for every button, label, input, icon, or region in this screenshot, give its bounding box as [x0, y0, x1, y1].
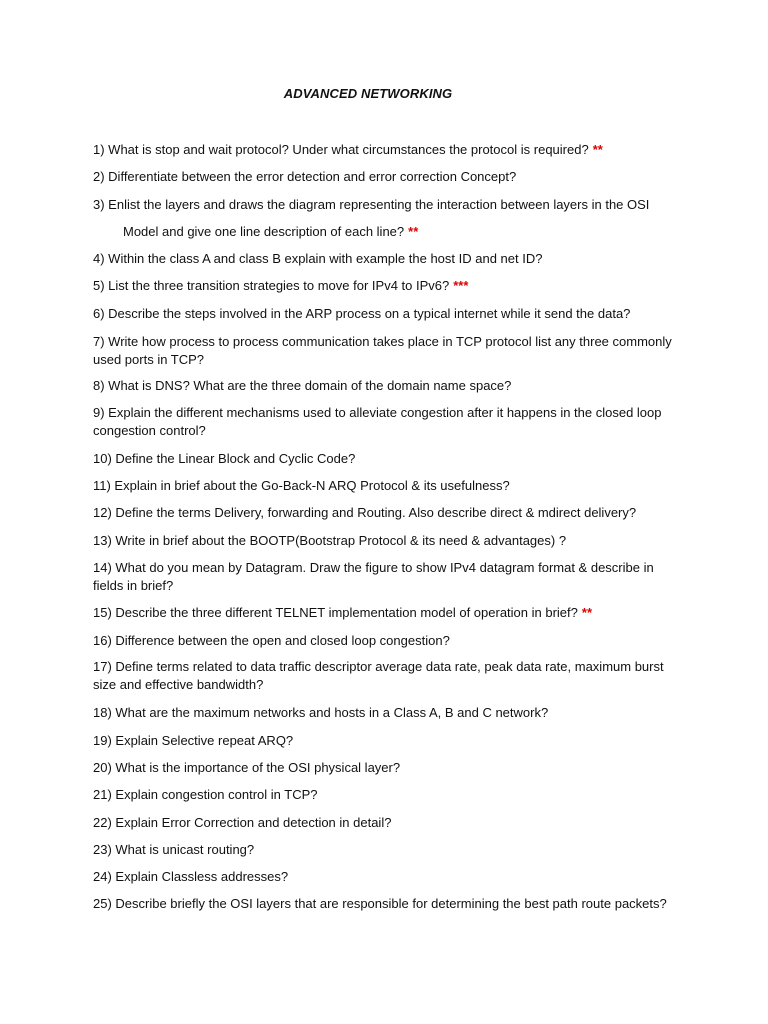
question-item — [93, 786, 683, 804]
question-text: 19) Explain Selective repeat ARQ? — [93, 733, 294, 748]
question-text: 12) Define the terms Delivery, forwarding and Routing. Also describe direct & mdirect delivery? — [93, 505, 637, 520]
question-item — [93, 759, 683, 777]
question-text: 9) Explain the different mechanisms used to alleviate congestion after it happens in the closed loop congestion control? — [93, 405, 662, 438]
question-text: 4) Within the class A and class B explain with example the host ID and net ID? — [93, 251, 543, 266]
question-text: 14) What do you mean by Datagram. Draw the figure to show IPv4 datagram format & describe in fields in brief? — [93, 560, 654, 593]
question-text: 21) Explain congestion control in TCP? — [93, 787, 318, 802]
question-item — [93, 333, 683, 369]
question-text: 22) Explain Error Correction and detection in detail? — [93, 815, 392, 830]
question-item — [93, 450, 683, 468]
question-text: 7) Write how process to process communication takes place in TCP protocol list any three commonly used ports in TCP? — [93, 334, 672, 367]
question-text: 23) What is unicast routing? — [93, 842, 255, 857]
question-item — [93, 814, 683, 832]
question-item — [93, 704, 683, 722]
question-text: 15) Describe the three different TELNET implementation model of operation in brief? — [93, 605, 578, 620]
question-item — [93, 404, 683, 440]
question-item — [93, 250, 683, 268]
question-text: 5) List the three transition strategies to move for IPv4 to IPv6? — [93, 278, 450, 293]
question-text: 16) Difference between the open and closed loop congestion? — [93, 633, 450, 648]
question-item — [93, 632, 683, 650]
question-item — [93, 732, 683, 750]
question-text: 18) What are the maximum networks and hosts in a Class A, B and C network? — [93, 705, 549, 720]
question-item-continuation — [123, 223, 683, 241]
question-item — [93, 559, 683, 595]
question-item — [93, 604, 683, 622]
question-item — [93, 141, 683, 159]
question-item — [93, 305, 683, 323]
priority-stars: ** — [592, 142, 603, 157]
question-text: 20) What is the importance of the OSI physical layer? — [93, 760, 401, 775]
priority-stars: ** — [581, 605, 593, 620]
question-item — [93, 168, 683, 186]
question-item — [93, 895, 693, 913]
question-item — [93, 868, 683, 886]
priority-stars: ** — [408, 224, 419, 239]
question-text: 17) Define terms related to data traffic descriptor average data rate, peak data rate, maximum burst size and effective bandwidth? — [93, 659, 664, 692]
question-text: Model and give one line description of each line? — [123, 224, 405, 239]
question-text: 10) Define the Linear Block and Cyclic Code? — [93, 451, 356, 466]
question-item — [93, 277, 683, 295]
question-text: 1) What is stop and wait protocol? Under what circumstances the protocol is required? — [93, 142, 589, 157]
question-item — [93, 477, 683, 495]
question-item — [93, 658, 683, 694]
question-item — [93, 841, 683, 859]
question-text: 13) Write in brief about the BOOTP(Bootstrap Protocol & its need & advantages) ? — [93, 533, 567, 548]
question-item — [93, 196, 713, 214]
question-text: 25) Describe briefly the OSI layers that are responsible for determining the best path route packets? — [93, 896, 667, 911]
question-text: 11) Explain in brief about the Go-Back-N ARQ Protocol & its usefulness? — [93, 478, 510, 493]
question-text: 6) Describe the steps involved in the ARP process on a typical internet while it send the data? — [93, 306, 631, 321]
question-item — [93, 377, 683, 395]
question-text: 24) Explain Classless addresses? — [93, 869, 289, 884]
question-text: 2) Differentiate between the error detection and error correction Concept? — [93, 169, 517, 184]
question-item — [93, 532, 683, 550]
document-title: ADVANCED NETWORKING — [283, 86, 453, 101]
priority-stars: *** — [453, 278, 469, 293]
question-item — [93, 504, 683, 522]
question-text: 8) What is DNS? What are the three domain of the domain name space? — [93, 378, 512, 393]
question-text: 3) Enlist the layers and draws the diagram representing the interaction between layers in the OSI — [93, 197, 650, 212]
